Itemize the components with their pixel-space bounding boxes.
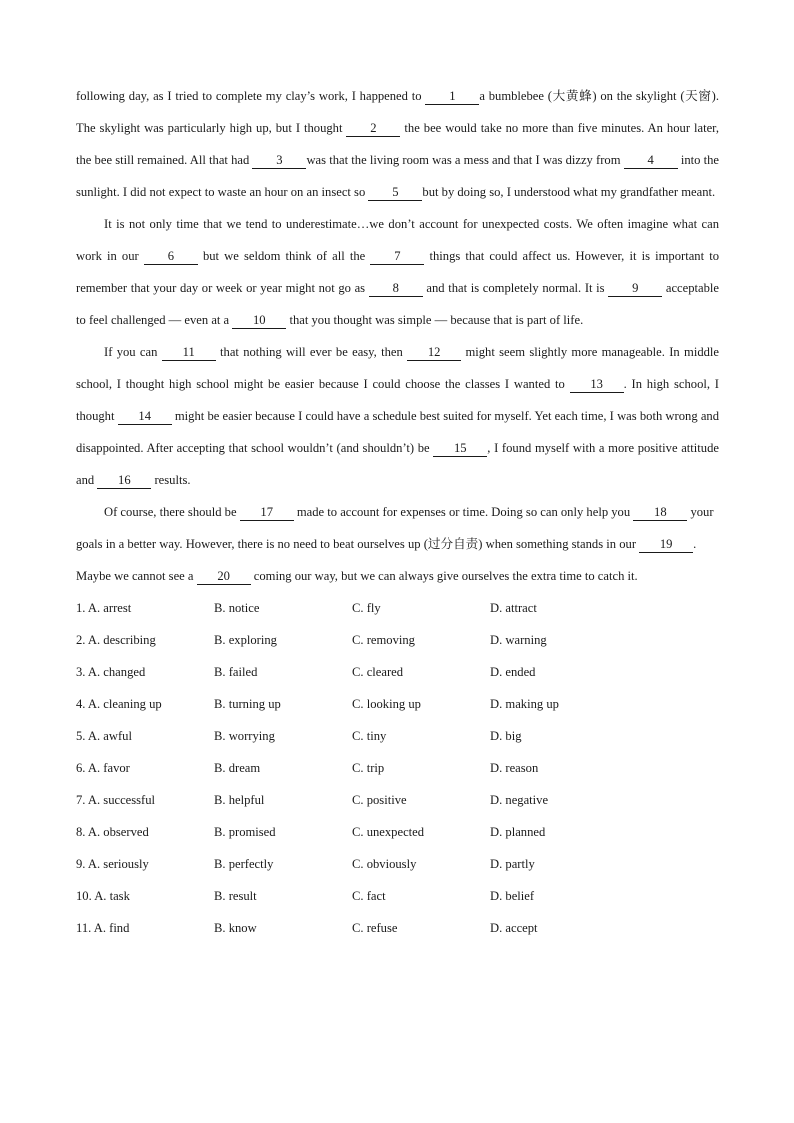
option-choice: D. making up xyxy=(490,696,559,711)
passage-text: If you can xyxy=(104,345,162,359)
answer-options xyxy=(76,592,719,944)
blank-number: 8 xyxy=(369,280,423,297)
option-choice: B. worrying xyxy=(214,728,275,743)
passage-text: It is not only time that we tend to underestimate…we don’t account for unexpected costs. We often imagine what can work in our xyxy=(76,217,719,263)
option-choice: B. failed xyxy=(214,664,258,679)
blank-number: 1 xyxy=(425,88,479,105)
option-choice: C. fact xyxy=(352,888,386,903)
option-choice: B. know xyxy=(214,920,257,935)
passage-text: that nothing will ever be easy, then xyxy=(215,345,408,359)
question-row xyxy=(76,592,719,624)
option-choice: C. removing xyxy=(352,632,415,647)
blank-number: 10 xyxy=(232,312,286,329)
passage-text: acceptable to feel challenged — even at a xyxy=(76,281,719,327)
option-choice: C. fly xyxy=(352,600,381,615)
blank-number: 17 xyxy=(240,504,294,521)
passage-text: might be easier because I could have a schedule best suited for myself. Yet each time, I was both wrong and disappointed. After accepting that school wouldn’t (and shouldn’t) be xyxy=(76,409,719,455)
option-choice: C. cleared xyxy=(352,664,404,679)
passage-text: . Maybe we cannot see a xyxy=(76,537,697,583)
passage-paragraph xyxy=(76,336,719,496)
blank-number: 2 xyxy=(346,120,400,137)
option-choice: B. promised xyxy=(214,824,276,839)
option-choice: 7. A. successful xyxy=(76,792,156,807)
option-choice: D. partly xyxy=(490,856,535,871)
passage-paragraph xyxy=(76,208,719,336)
option-choice: 6. A. favor xyxy=(76,760,130,775)
question-row xyxy=(76,848,719,880)
option-choice: B. exploring xyxy=(214,632,277,647)
passage-text: Of course, there should be xyxy=(104,505,240,519)
option-choice: D. ended xyxy=(490,664,536,679)
option-choice: 3. A. changed xyxy=(76,664,146,679)
blank-number: 12 xyxy=(407,344,461,361)
question-row xyxy=(76,752,719,784)
passage-text: results. xyxy=(151,473,191,487)
blank-number: 7 xyxy=(370,248,424,265)
passage-text: might seem slightly more manageable. In middle school, I thought high school might be easier because I could choose the classes I wanted to xyxy=(76,345,720,391)
option-choice: C. trip xyxy=(352,760,385,775)
option-choice: B. result xyxy=(214,888,257,903)
option-choice: D. negative xyxy=(490,792,549,807)
passage-text: . In high school, I thought xyxy=(76,377,719,423)
option-choice: B. helpful xyxy=(214,792,265,807)
passage-text: and that is completely normal. It is xyxy=(422,281,609,295)
option-choice: D. belief xyxy=(490,888,535,903)
passage-text: but by doing so, I understood what my grandfather meant. xyxy=(422,185,716,199)
blank-number: 11 xyxy=(162,344,216,361)
blank-number: 13 xyxy=(570,376,624,393)
option-choice: D. accept xyxy=(490,920,538,935)
blank-number: 9 xyxy=(608,280,662,297)
option-choice: D. big xyxy=(490,728,522,743)
option-choice: 2. A. describing xyxy=(76,632,156,647)
blank-number: 14 xyxy=(118,408,172,425)
question-row xyxy=(76,816,719,848)
option-choice: C. refuse xyxy=(352,920,398,935)
option-choice: C. positive xyxy=(352,792,407,807)
passage-text: your goals in a better way. However, there is no need to beat ourselves up (过分自责) when something stands in our xyxy=(76,505,714,551)
passage-text: that you thought was simple — because that is part of life. xyxy=(286,313,584,327)
passage-text: , I found myself with a more positive attitude and xyxy=(76,441,719,487)
blank-number: 5 xyxy=(368,184,422,201)
blank-number: 4 xyxy=(624,152,678,169)
passage-text: made to account for expenses or time. Doing so can only help you xyxy=(293,505,634,519)
option-choice: B. perfectly xyxy=(214,856,274,871)
option-choice: D. warning xyxy=(490,632,547,647)
option-choice: 9. A. seriously xyxy=(76,856,149,871)
question-row xyxy=(76,912,719,944)
question-row xyxy=(76,688,719,720)
option-choice: D. reason xyxy=(490,760,539,775)
blank-number: 18 xyxy=(633,504,687,521)
option-choice: D. attract xyxy=(490,600,537,615)
passage-paragraph xyxy=(76,80,719,208)
cloze-passage xyxy=(76,80,719,592)
blank-number: 6 xyxy=(144,248,198,265)
option-choice: C. obviously xyxy=(352,856,417,871)
passage-text: was that the living room was a mess and that I was dizzy from xyxy=(306,153,624,167)
option-choice: B. turning up xyxy=(214,696,281,711)
blank-number: 19 xyxy=(639,536,693,553)
document-page xyxy=(76,80,719,944)
blank-number: 3 xyxy=(252,152,306,169)
option-choice: 1. A. arrest xyxy=(76,600,132,615)
passage-text: into the sunlight. I did not expect to waste an hour on an insect so xyxy=(76,153,719,199)
question-row xyxy=(76,656,719,688)
option-choice: 5. A. awful xyxy=(76,728,132,743)
question-row xyxy=(76,784,719,816)
passage-text: things that could affect us. However, it is important to remember that your day or week or year might not go as xyxy=(76,249,719,295)
passage-text: following day, as I tried to complete my clay’s work, I happened to xyxy=(76,89,426,103)
option-choice: 10. A. task xyxy=(76,888,130,903)
option-choice: 11. A. find xyxy=(76,920,130,935)
passage-text: coming our way, but we can always give ourselves the extra time to catch it. xyxy=(250,569,638,583)
question-row xyxy=(76,624,719,656)
passage-paragraph xyxy=(76,496,719,592)
passage-text: the bee would take no more than five minutes. An hour later, the bee still remained. All that had xyxy=(76,121,719,167)
option-choice: C. tiny xyxy=(352,728,387,743)
blank-number: 15 xyxy=(433,440,487,457)
passage-text: a bumblebee (大黄蜂) on the skylight (天窗). The skylight was particularly high up, but I thought xyxy=(76,89,719,135)
question-row xyxy=(76,880,719,912)
passage-text: but we seldom think of all the xyxy=(197,249,371,263)
blank-number: 20 xyxy=(197,568,251,585)
option-choice: C. looking up xyxy=(352,696,421,711)
option-choice: D. planned xyxy=(490,824,546,839)
option-choice: 8. A. observed xyxy=(76,824,149,839)
option-choice: C. unexpected xyxy=(352,824,425,839)
option-choice: B. notice xyxy=(214,600,260,615)
option-choice: 4. A. cleaning up xyxy=(76,696,162,711)
option-choice: B. dream xyxy=(214,760,261,775)
blank-number: 16 xyxy=(97,472,151,489)
question-row xyxy=(76,720,719,752)
